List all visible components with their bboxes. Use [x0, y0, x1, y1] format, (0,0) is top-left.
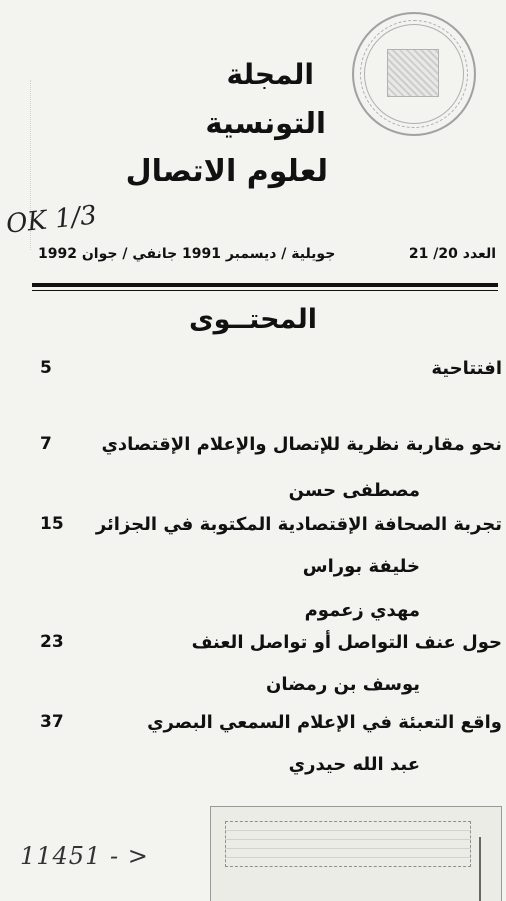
toc-entry: [0, 632, 506, 668]
toc-entry-page: 23: [40, 632, 64, 652]
journal-title-line3: لعلوم الاتصال: [125, 154, 328, 189]
toc-entry-author: خليفة بوراس: [302, 556, 420, 577]
journal-title-line1: المجلة: [226, 58, 314, 91]
issue-date: جويلية / ديسمبر 1991 جانفي / جوان 1992: [38, 246, 336, 262]
toc-entry: [0, 434, 506, 470]
toc-entry: [0, 712, 506, 748]
toc-entry-page: 7: [40, 434, 52, 454]
tape-edge: [479, 837, 493, 901]
toc-entry-title: نحو مقاربة نظرية للإتصال والإعلام الإقتصادي: [101, 434, 502, 455]
toc-entry-page: 37: [40, 712, 64, 732]
archive-label-tape: [210, 806, 502, 901]
header-rule-thick: [32, 283, 498, 287]
toc-entry-page: 5: [40, 358, 52, 378]
issue-number: العدد 20/ 21: [408, 246, 496, 262]
toc-entry-title: حول عنف التواصل أو تواصل العنف: [191, 632, 502, 653]
library-stamp: [352, 12, 476, 136]
archive-label: [225, 821, 471, 867]
journal-title-line2: التونسية: [205, 106, 326, 140]
toc-entry-page: 15: [40, 514, 64, 534]
stamp-seal: [387, 49, 439, 97]
toc-entry-author: مصطفى حسن: [288, 480, 420, 501]
handwritten-bottom-note: 11451 - >: [20, 842, 149, 870]
toc-entry-title: تجربة الصحافة الإقتصادية المكتوبة في الجزائر: [95, 514, 502, 535]
header-rule-thin: [32, 290, 498, 291]
toc-entry-author: يوسف بن رمضان: [265, 674, 420, 695]
toc-entry-title: واقع التعبئة في الإعلام السمعي البصري: [147, 712, 502, 733]
toc-entry: [0, 514, 506, 550]
toc-entry-author: مهدي زعموم: [304, 600, 420, 621]
toc-entry-title: افتتاحية: [431, 358, 502, 379]
contents-heading: المحتــوى: [188, 304, 318, 335]
toc-entry: [0, 358, 506, 394]
toc-entry-author: عبد الله حيدري: [288, 754, 420, 775]
handwritten-margin-note: OK 1/3: [4, 200, 99, 240]
